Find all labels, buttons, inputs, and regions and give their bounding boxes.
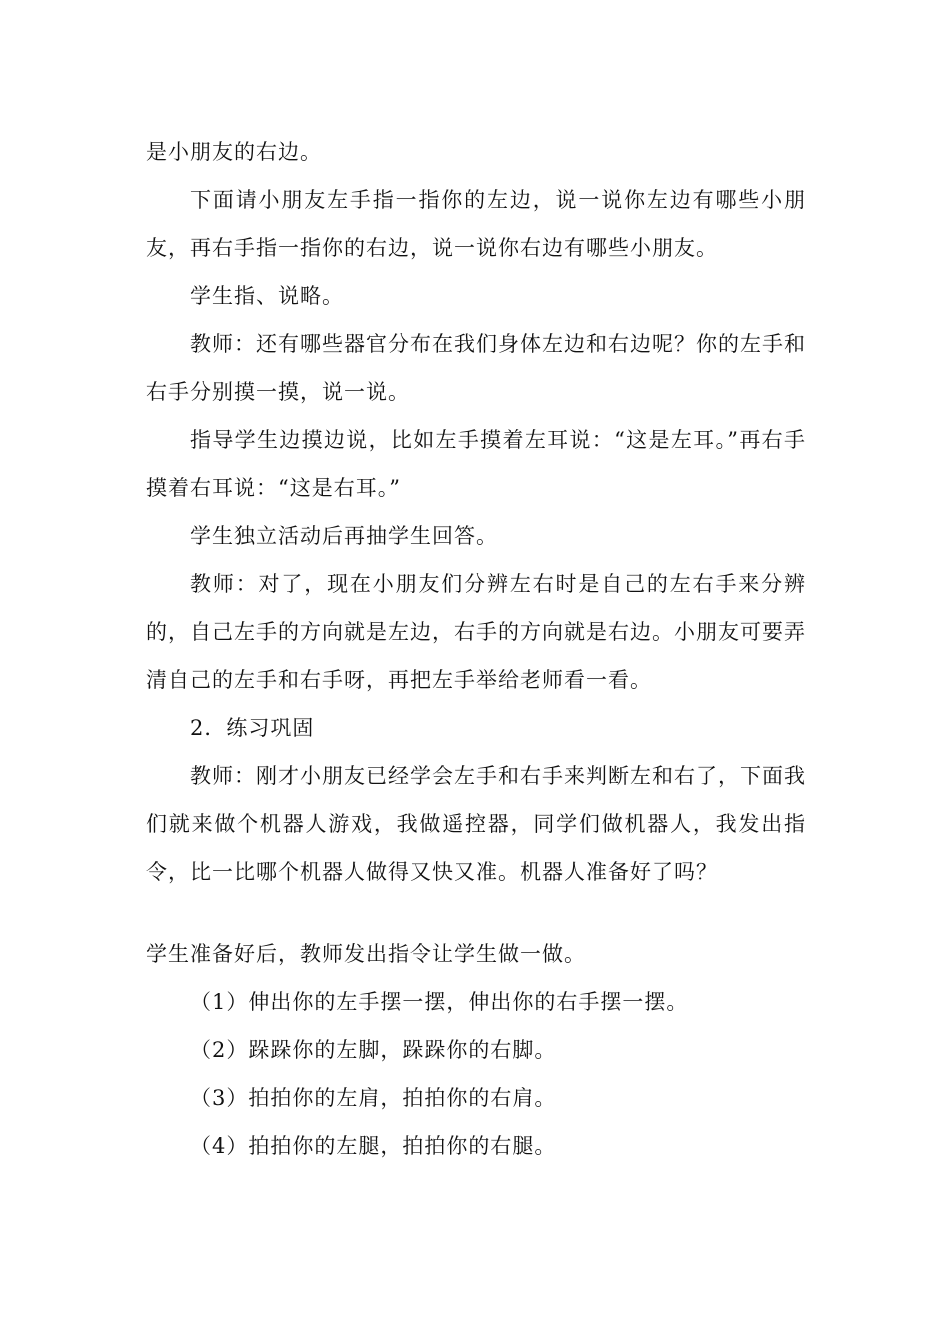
list-item: （1）伸出你的左手摆一摆，伸出你的右手摆一摆。	[190, 990, 689, 1014]
paragraph-teacher-question: 教师：还有哪些器官分布在我们身体左边和右边呢？你的左手和右手分别摸一摸，说一说。	[146, 332, 806, 404]
paragraph-students-ready: 学生准备好后，教师发出指令让学生做一做。	[146, 942, 586, 966]
list-item: （4）拍拍你的左腿，拍拍你的右腿。	[190, 1134, 557, 1158]
paragraph-robot-game: 教师：刚才小朋友已经学会左手和右手来判断左和右了，下面我们就来做个机器人游戏，我做遥控器，同学们做机器人，我发出指令，比一比哪个机器人做得又快又准。机器人准备好了吗？	[146, 764, 806, 884]
paragraph-instruction-point: 下面请小朋友左手指一指你的左边，说一说你左边有哪些小朋友，再右手指一指你的右边，说一说你右边有哪些小朋友。	[146, 188, 806, 260]
list-item: （2）跺跺你的左脚，跺跺你的右脚。	[190, 1038, 557, 1062]
paragraph-gap	[146, 896, 806, 930]
document-body	[146, 128, 806, 1170]
paragraph-teacher-summary: 教师：对了，现在小朋友们分辨左右时是自己的左右手来分辨的，自己左手的方向就是左边，右手的方向就是右边。小朋友可要弄清自己的左手和右手呀，再把左手举给老师看一看。	[146, 572, 806, 692]
paragraph-student-activity: 学生指、说略。	[190, 284, 344, 308]
paragraph-student-answer: 学生独立活动后再抽学生回答。	[190, 524, 498, 548]
paragraph-continuation: 是小朋友的右边。	[146, 140, 322, 164]
section-heading-practice: 2．练习巩固	[190, 716, 315, 740]
list-item: （3）拍拍你的左肩，拍拍你的右肩。	[190, 1086, 557, 1110]
paragraph-guidance: 指导学生边摸边说，比如左手摸着左耳说：“这是左耳。”再右手摸着右耳说：“这是右耳。”	[146, 428, 806, 500]
